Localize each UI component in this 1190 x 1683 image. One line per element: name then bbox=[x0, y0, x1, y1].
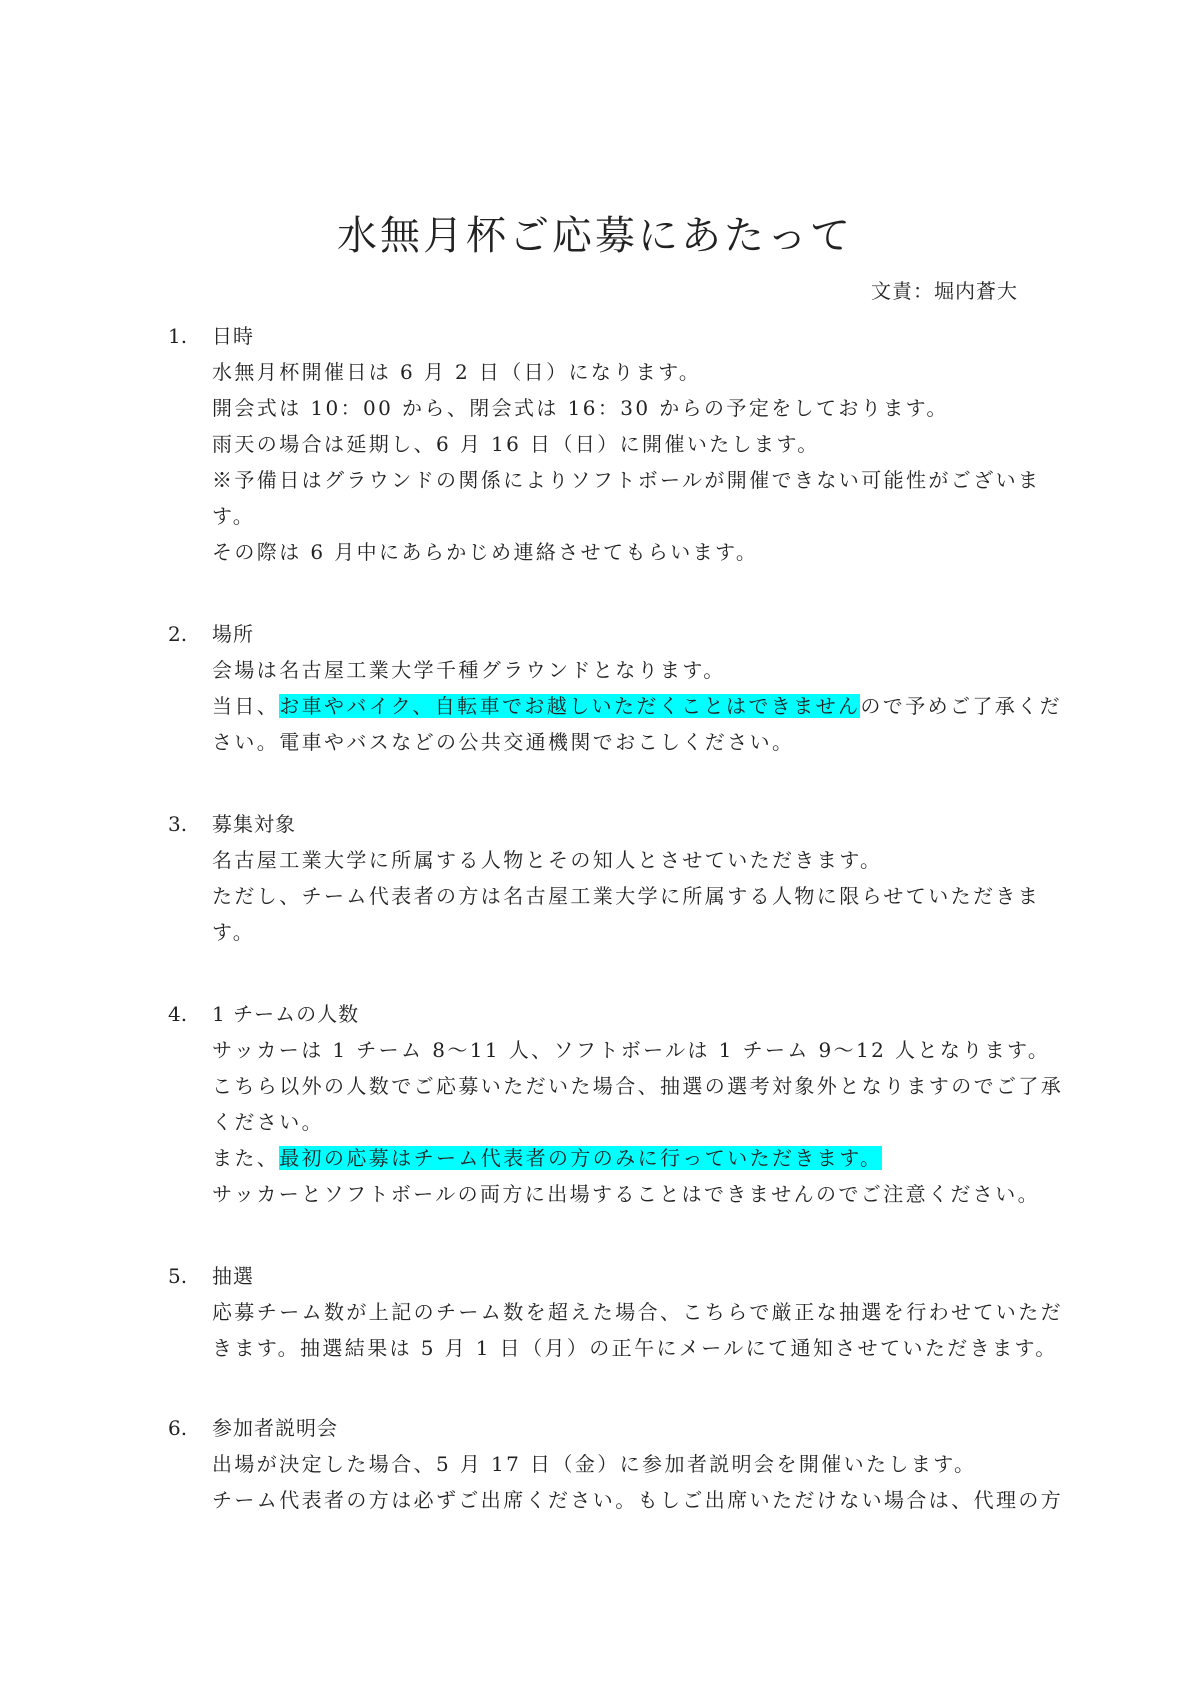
highlighted-text: お車やバイク、自転車でお越しいただくことはできません bbox=[279, 694, 861, 718]
text-run: 当日、 bbox=[212, 694, 280, 718]
section-number: 2. bbox=[168, 622, 188, 646]
section-body bbox=[212, 842, 1041, 950]
paragraph-line bbox=[212, 1140, 1028, 1176]
paragraph-line: 会場は名古屋工業大学千種グラウンドとなります。 bbox=[212, 658, 726, 682]
paragraph-line: さい。電車やバスなどの公共交通機関でおこしください。 bbox=[212, 730, 795, 754]
section-title: 日時 bbox=[212, 324, 254, 348]
highlighted-text: 最初の応募はチーム代表者の方のみに行っていただきます。 bbox=[279, 1146, 883, 1170]
paragraph-line: す。 bbox=[212, 920, 256, 944]
paragraph-line: サッカーとソフトボールの両方に出場することはできませんのでご注意ください。 bbox=[212, 1182, 1040, 1206]
paragraph-line: こちら以外の人数でご応募いただいた場合、抽選の選考対象外となりますのでご了承 bbox=[212, 1074, 1064, 1098]
section-heading bbox=[168, 996, 1028, 1032]
section-title: 1 チームの人数 bbox=[212, 1002, 360, 1026]
paragraph-line: 開会式は 10：00 から、閉会式は 16：30 からの予定をしております。 bbox=[212, 396, 949, 420]
author-credit: 文責：堀内蒼大 bbox=[871, 279, 1018, 303]
paragraph-line: ただし、チーム代表者の方は名古屋工業大学に所属する人物に限らせていただきま bbox=[212, 884, 1041, 908]
document-title: 水無月杯ご応募にあたって bbox=[337, 213, 853, 259]
section-number: 5. bbox=[168, 1264, 188, 1288]
section-number: 4. bbox=[168, 1002, 188, 1026]
section-heading bbox=[168, 806, 1028, 842]
paragraph-line: きます。抽選結果は 5 月 1 日（月）の正午にメールにて通知させていただきます。 bbox=[212, 1336, 1058, 1360]
section-schedule bbox=[168, 318, 1041, 570]
paragraph-line: 名古屋工業大学に所属する人物とその知人とさせていただきます。 bbox=[212, 848, 883, 872]
section-body bbox=[212, 652, 1063, 760]
section-eligibility bbox=[168, 806, 1041, 950]
section-title: 参加者説明会 bbox=[212, 1416, 338, 1440]
section-number: 1. bbox=[168, 324, 188, 348]
paragraph-line bbox=[212, 688, 1063, 724]
section-body bbox=[212, 354, 1041, 570]
paragraph-line: その際は 6 月中にあらかじめ連絡させてもらいます。 bbox=[212, 540, 759, 564]
section-heading bbox=[168, 318, 1028, 354]
section-body bbox=[212, 1294, 1063, 1366]
section-briefing bbox=[168, 1410, 1064, 1518]
section-title: 場所 bbox=[212, 622, 254, 646]
section-number: 6. bbox=[168, 1416, 188, 1440]
paragraph-line: 雨天の場合は延期し、6 月 16 日（日）に開催いたします。 bbox=[212, 432, 820, 456]
paragraph-line: 応募チーム数が上記のチーム数を超えた場合、こちらで厳正な抽選を行わせていただ bbox=[212, 1300, 1063, 1324]
text-run: ので予めご了承くだ bbox=[860, 694, 1063, 718]
section-number: 3. bbox=[168, 812, 188, 836]
paragraph-line: 水無月杯開催日は 6 月 2 日（日）になります。 bbox=[212, 360, 702, 384]
section-team-size bbox=[168, 996, 1064, 1212]
section-lottery bbox=[168, 1258, 1063, 1366]
paragraph-line: ※予備日はグラウンドの関係によりソフトボールが開催できない可能性がございま bbox=[212, 468, 1041, 492]
text-run: また、 bbox=[212, 1146, 280, 1170]
section-heading bbox=[168, 1410, 1028, 1446]
section-heading bbox=[168, 616, 1028, 652]
section-title: 募集対象 bbox=[212, 812, 296, 836]
section-heading bbox=[168, 1258, 1028, 1294]
section-body bbox=[212, 1032, 1064, 1212]
paragraph-line: 出場が決定した場合、5 月 17 日（金）に参加者説明会を開催いたします。 bbox=[212, 1452, 977, 1476]
section-venue bbox=[168, 616, 1063, 760]
paragraph-line: す。 bbox=[212, 504, 256, 528]
paragraph-line: チーム代表者の方は必ずご出席ください。もしご出席いただけない場合は、代理の方 bbox=[212, 1488, 1064, 1512]
paragraph-line: サッカーは 1 チーム 8～11 人、ソフトボールは 1 チーム 9～12 人となります。 bbox=[212, 1038, 1051, 1062]
section-title: 抽選 bbox=[212, 1264, 254, 1288]
paragraph-line: ください。 bbox=[212, 1110, 324, 1134]
section-body bbox=[212, 1446, 1064, 1518]
